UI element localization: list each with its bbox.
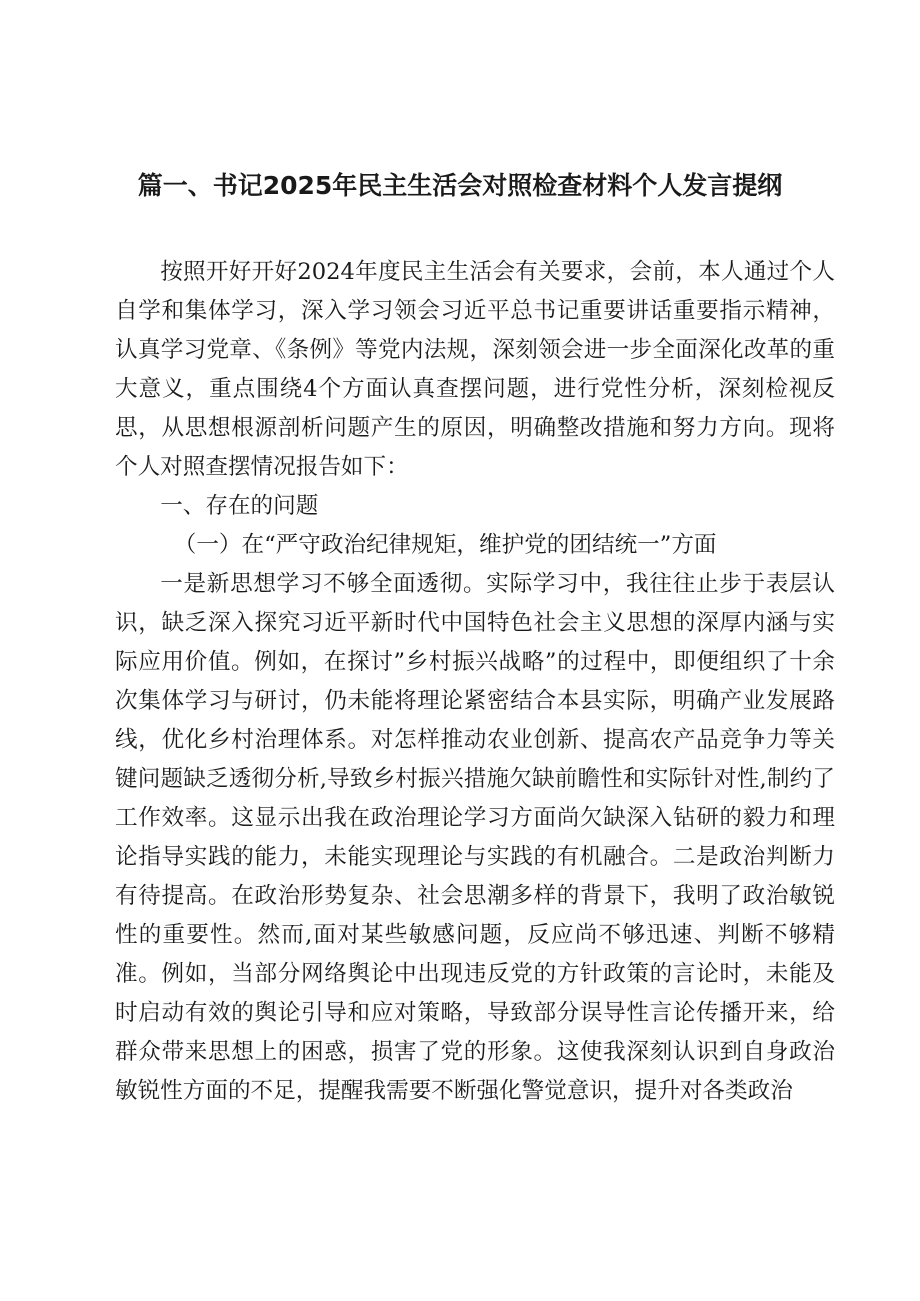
intro-paragraph: 按照开好开好2024年度民主生活会有关要求，会前，本人通过个人自学和集体学习，深入学习领会习近平总书记重要讲话重要指示精神，认真学习党章、《条例》等党内法规，深刻领会进一步全面深化改革的重大意义，重点围绕4个方面认真查摆问题，进行党性分析，深刻检视反思，从思想根源剖析问题产生的原因，明确整改措施和努力方向。现将个人对照查摆情况报告如下： [115,259,835,480]
document-title: 篇一、书记2025年民主生活会对照检查材料个人发言提纲 [137,171,783,200]
section-heading: 一、存在的问题 [160,493,319,519]
document-body [115,253,835,1111]
subsection-heading: （一）在“严守政治纪律规矩，维护党的团结统一”方面 [173,532,717,558]
body-paragraph: 一是新思想学习不够全面透彻。实际学习中，我往往止步于表层认识，缺乏深入探究习近平新时代中国特色社会主义思想的深厚内涵与实际应用价值。例如，在探讨”乡村振兴战略”的过程中，即便组织了十余次集体学习与研讨，仍未能将理论紧密结合本县实际，明确产业发展路线，优化乡村治理体系。对怎样推动农业创新、提高农产品竞争力等关键问题缺乏透彻分析,导致乡村振兴措施欠缺前瞻性和实际针对性,制约了工作效率。这显示出我在政治理论学习方面尚欠缺深入钻研的毅力和理论指导实践的能力，未能实现理论与实践的有机融合。二是政治判断力有待提高。在政治形势复杂、社会思潮多样的背景下，我明了政治敏锐性的重要性。然而,面对某些敏感问题，反应尚不够迅速、判断不够精准。例如，当部分网络舆论中出现违反党的方针政策的言论时，未能及时启动有效的舆论引导和应对策略，导致部分误导性言论传播开来，给群众带来思想上的困惑，损害了党的形象。这使我深刻认识到自身政治敏锐性方面的不足，提醒我需要不断强化警觉意识，提升对各类政治 [115,571,835,1104]
